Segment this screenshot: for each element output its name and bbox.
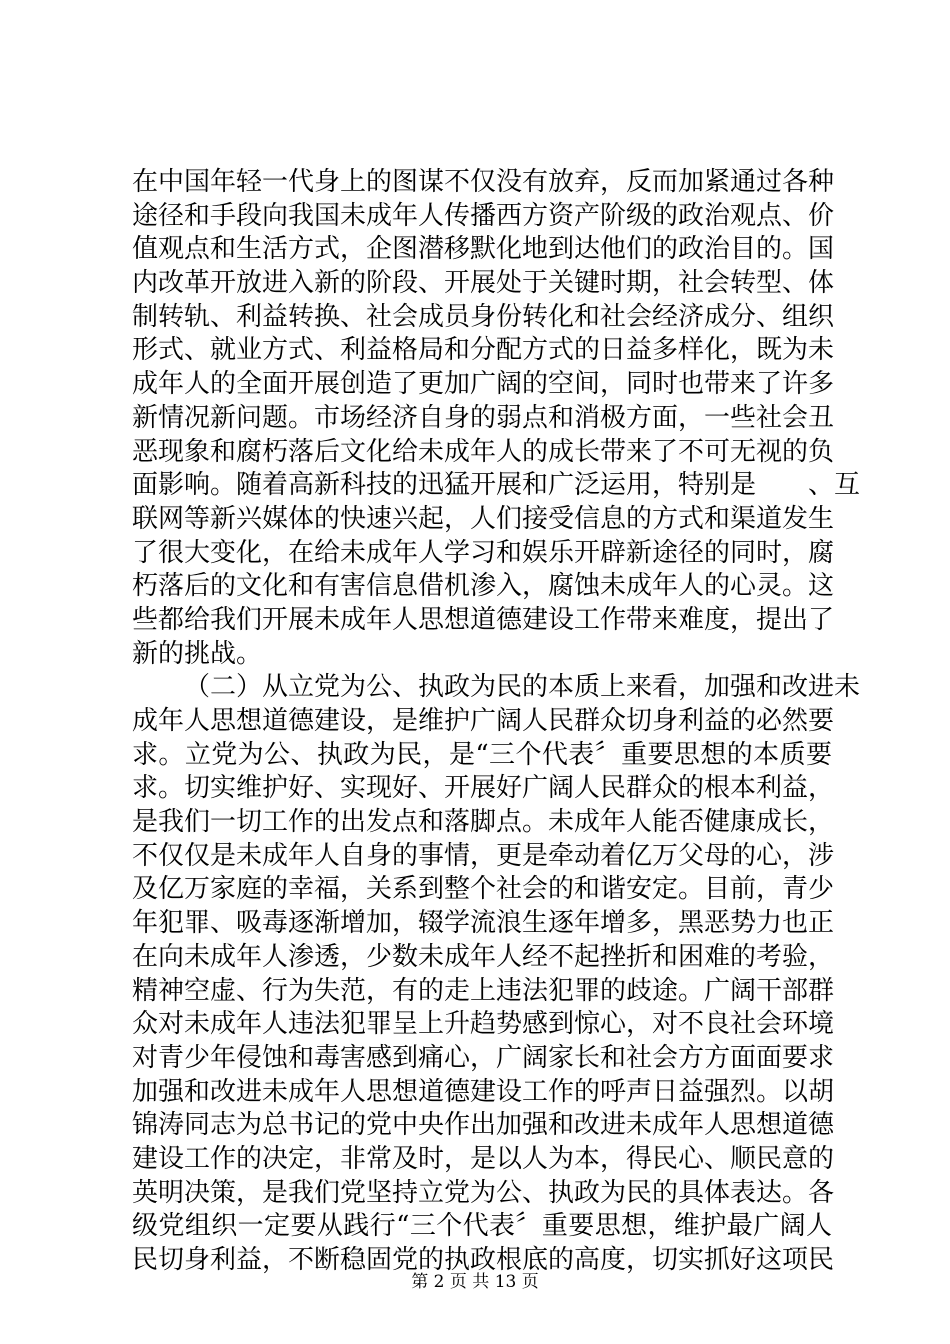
page-footer [0, 1272, 950, 1292]
text-line: 精神空虚、行为失范，有的走上违法犯罪的歧途。广阔干部群 [132, 975, 835, 1006]
text-line: 级党组织一定要从践行“三个代表〞重要思想，维护最广阔人 [132, 1211, 832, 1242]
text-line: 新情况新问题。市场经济自身的弱点和消极方面，一些社会丑 [132, 402, 835, 433]
text-line: 民切身利益，不断稳固党的执政根底的高度，切实抓好这项民 [132, 1245, 835, 1275]
paragraph-1 [132, 166, 861, 671]
text-line: 求。立党为公、执政为民，是“三个代表〞重要思想的本质要 [132, 739, 832, 770]
text-line: 了很大变化，在给未成年人学习和娱乐开辟新途径的同时，腐 [132, 537, 835, 568]
text-line: 内改革开放进入新的阶段、开展处于关键时期，社会转型、体 [132, 268, 835, 299]
text-line: 面影响。随着高新科技的迅猛开展和广泛运用，特别是 、互 [132, 470, 861, 501]
text-line: （二）从立党为公、执政为民的本质上来看，加强和改进未 [184, 672, 861, 703]
text-line: 在向未成年人渗透，少数未成年人经不起挫折和困难的考验， [132, 941, 835, 972]
text-line: 些都给我们开展未成年人思想道德建设工作带来难度，提出了 [132, 604, 835, 635]
text-line: 建设工作的决定，非常及时，是以人为本，得民心、顺民意的 [132, 1143, 835, 1174]
text-line: 对青少年侵蚀和毒害感到痛心，广阔家长和社会方方面面要求 [132, 1042, 835, 1073]
text-line: 众对未成年人违法犯罪呈上升趋势感到惊心，对不良社会环境 [132, 1009, 835, 1040]
document-body [132, 166, 861, 1278]
text-line: 朽落后的文化和有害信息借机渗入，腐蚀未成年人的心灵。这 [132, 571, 835, 602]
text-line: 是我们一切工作的出发点和落脚点。未成年人能否健康成长， [132, 807, 835, 838]
text-line: 成年人思想道德建设，是维护广阔人民群众切身利益的必然要 [132, 706, 835, 736]
text-line: 成年人的全面开展创造了更加广阔的空间，同时也带来了许多 [132, 369, 835, 400]
text-line: 恶现象和腐朽落后文化给未成年人的成长带来了不可无视的负 [132, 436, 835, 467]
text-line: 求。切实维护好、实现好、开展好广阔人民群众的根本利益， [132, 773, 835, 804]
text-line: 值观点和生活方式，企图潜移默化地到达他们的政治目的。国 [132, 234, 835, 265]
text-line: 锦涛同志为总书记的党中央作出加强和改进未成年人思想道德 [132, 1110, 835, 1141]
text-line: 在中国年轻一代身上的图谋不仅没有放弃，反而加紧通过各种 [132, 167, 835, 197]
text-line: 英明决策，是我们党坚持立党为公、执政为民的具体表达。各 [132, 1177, 835, 1208]
text-line: 联网等新兴媒体的快速兴起，人们接受信息的方式和渠道发生 [132, 503, 835, 534]
text-line: 新的挑战。 [132, 638, 263, 669]
text-line: 及亿万家庭的幸福，关系到整个社会的和谐安定。目前，青少 [132, 874, 835, 905]
text-line: 年犯罪、吸毒逐渐增加，辍学流浪生逐年增多，黑恶势力也正 [132, 908, 835, 939]
text-line: 不仅仅是未成年人自身的事情，更是牵动着亿万父母的心，涉 [132, 840, 835, 871]
text-line: 形式、就业方式、利益格局和分配方式的日益多样化，既为未 [132, 335, 835, 366]
paragraph-2 [132, 671, 861, 1277]
text-line: 加强和改进未成年人思想道德建设工作的呼声日益强烈。以胡 [132, 1076, 835, 1107]
text-line: 途径和手段向我国未成年人传播西方资产阶级的政治观点、价 [132, 200, 835, 231]
page-number: 第 2 页 共 13 页 [411, 1272, 539, 1292]
text-line: 制转轨、利益转换、社会成员身份转化和社会经济成分、组织 [132, 301, 835, 332]
